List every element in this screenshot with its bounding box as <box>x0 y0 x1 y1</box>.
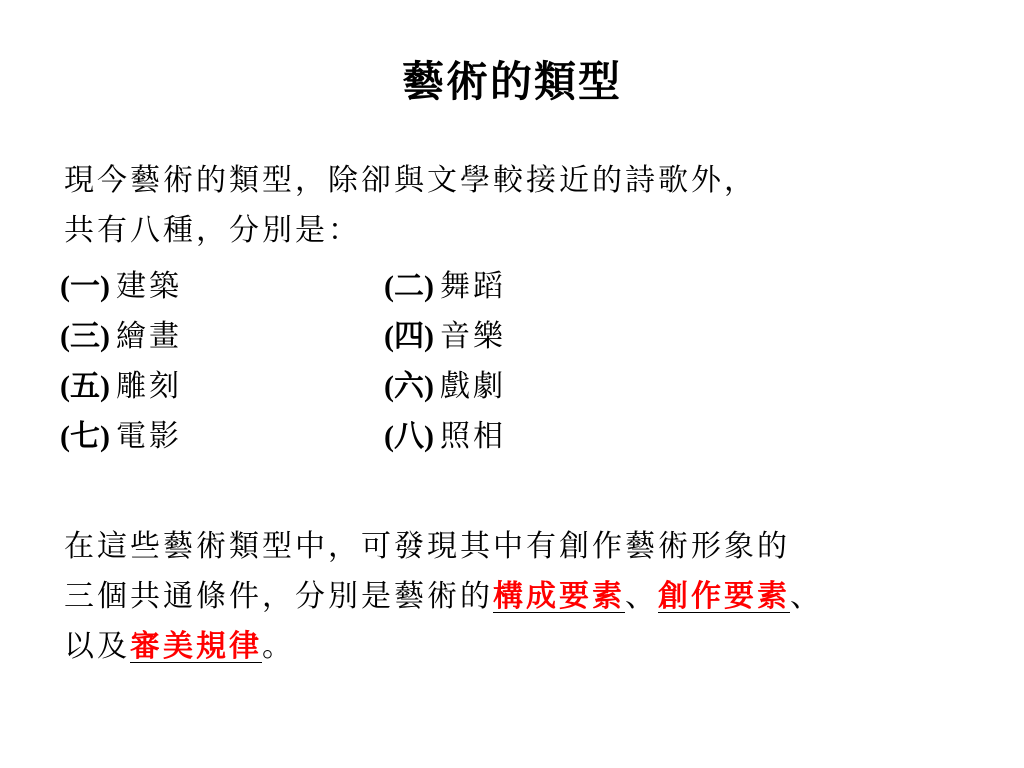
conclusion-line-3 <box>64 622 823 672</box>
slide-title: 藝術的類型 <box>401 57 622 106</box>
period: 。 <box>262 629 295 664</box>
separator: 、 <box>790 579 823 614</box>
art-type-item <box>384 262 506 312</box>
intro-paragraph <box>64 156 757 256</box>
art-type-number: (三) <box>60 320 110 353</box>
conclusion-text: 三個共通條件，分別是藝術的 <box>64 579 493 614</box>
art-type-item <box>384 412 506 462</box>
art-type-number: (四) <box>384 320 434 353</box>
art-type-name: 戲劇 <box>439 369 506 404</box>
intro-line-1: 現今藝術的類型，除卻與文學較接近的詩歌外， <box>64 163 757 198</box>
art-type-item <box>60 362 182 412</box>
intro-line-2: 共有八種，分別是： <box>64 213 361 248</box>
highlight-term-creation: 創作要素 <box>658 579 790 614</box>
conclusion-paragraph <box>64 522 823 672</box>
art-type-item <box>384 312 506 362</box>
art-type-number: (六) <box>384 370 434 403</box>
conclusion-line-1: 在這些藝術類型中，可發現其中有創作藝術形象的 <box>64 529 790 564</box>
art-type-item <box>60 412 182 462</box>
art-type-name: 雕刻 <box>115 369 182 404</box>
art-type-name: 繪畫 <box>115 319 182 354</box>
art-type-name: 照相 <box>439 419 506 454</box>
art-type-item <box>60 312 182 362</box>
art-type-name: 建築 <box>115 269 182 304</box>
highlight-term-aesthetic: 審美規律 <box>130 629 262 664</box>
separator: 、 <box>625 579 658 614</box>
art-type-name: 電影 <box>115 419 182 454</box>
art-type-name: 舞蹈 <box>439 269 506 304</box>
art-type-number: (二) <box>384 270 434 303</box>
highlight-term-composition: 構成要素 <box>493 579 625 614</box>
art-type-number: (五) <box>60 370 110 403</box>
art-type-item <box>384 362 506 412</box>
art-type-number: (七) <box>60 420 110 453</box>
conclusion-line-2 <box>64 572 823 622</box>
conclusion-text: 以及 <box>64 629 130 664</box>
art-type-name: 音樂 <box>439 319 506 354</box>
art-type-item <box>60 262 182 312</box>
art-type-number: (一) <box>60 270 110 303</box>
art-type-number: (八) <box>384 420 434 453</box>
